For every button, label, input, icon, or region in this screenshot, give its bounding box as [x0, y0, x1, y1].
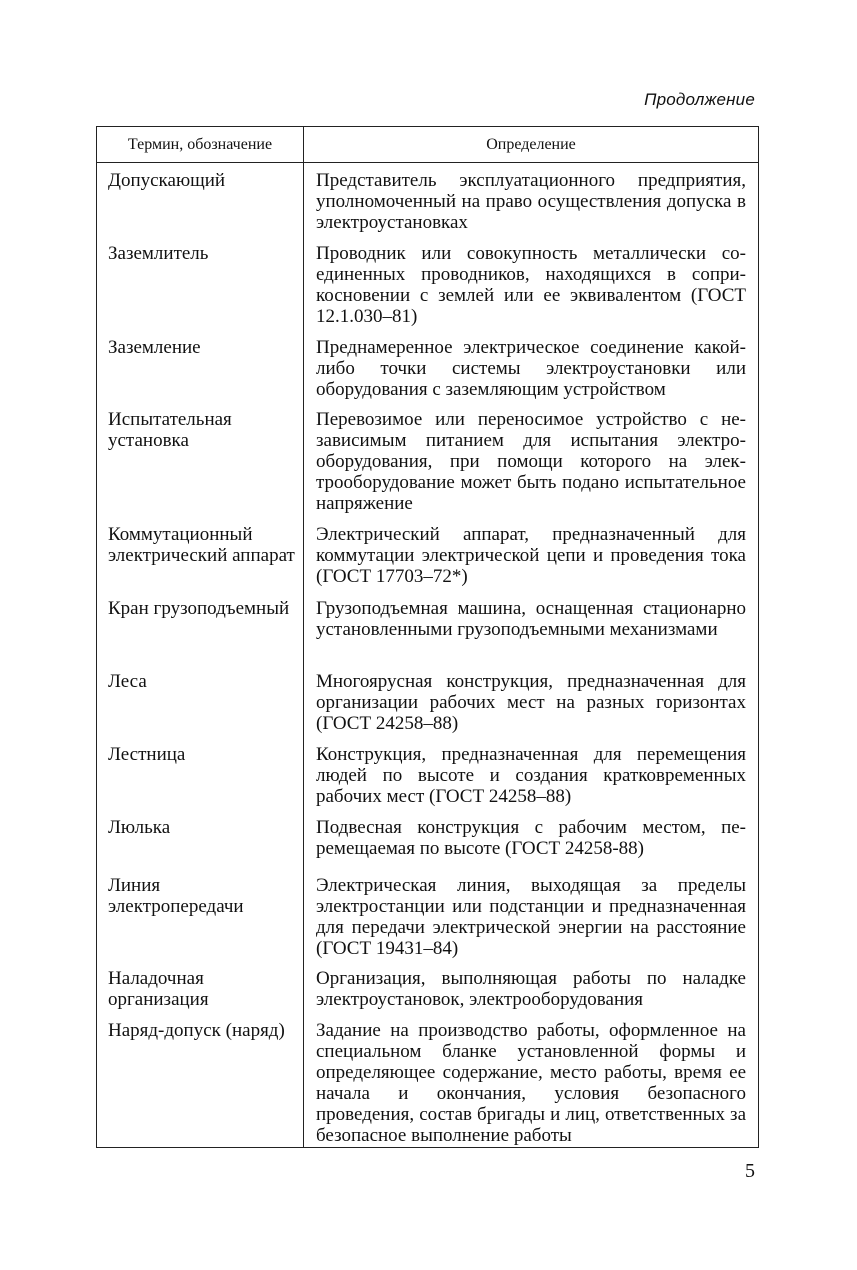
term-cell: Заземлитель: [97, 236, 304, 330]
table-row: [97, 517, 758, 591]
definition-cell: Представитель эксплуатационного предприятия, уполномоченный на право осуществления допуска в электроустановках: [316, 170, 746, 233]
term-cell: Наряд-допуск (наряд): [97, 1013, 304, 1147]
table-body: [97, 163, 758, 1147]
definition-cell: Многоярусная конструкция, предназначенная для организации рабочих мест на разных горизонтах (ГОСТ 24258–88): [316, 671, 746, 734]
term-cell: Заземление: [97, 330, 304, 402]
table-row: [97, 163, 758, 236]
definition-cell: Электрический аппарат, предназначенный для коммутации электрической цепи и проведения тока (ГОСТ 17703–72*): [316, 524, 746, 587]
definition-cell: Подвесная конструкция с рабочим местом, перемещаемая по высоте (ГОСТ 24258-88): [316, 817, 746, 859]
definition-cell: Задание на производство работы, оформленное на специальном бланке установленной формы и определяющее содержание, место работы, время ее начала и окончания, условия безопасного проведения, состав бригады и лиц, ответственных за безопасное выполнение работы: [316, 1020, 746, 1146]
definition-cell: Конструкция, предназначенная для перемещения людей по высоте и создания кратковременных рабочих мест (ГОСТ 24258–88): [316, 744, 746, 807]
table-row: [97, 810, 758, 868]
continuation-label: Продолжение: [644, 90, 755, 109]
table-header: [97, 127, 758, 163]
table-row: [97, 737, 758, 810]
term-cell: Леса: [97, 664, 304, 737]
column-header-definition: Определение: [486, 135, 576, 153]
glossary-table: [96, 126, 759, 1148]
table-row: [97, 868, 758, 961]
term-cell: Наладочная организация: [97, 961, 304, 1013]
definition-cell: Грузоподъемная машина, оснащенная стационарно установленными грузоподъемными механизмами: [316, 598, 746, 640]
table-row: [97, 1013, 758, 1147]
column-header-term: Термин, обозначение: [97, 127, 304, 162]
term-cell: Коммутационный электрический аппарат: [97, 517, 304, 591]
table-row: [97, 961, 758, 1013]
page-number: 5: [745, 1160, 755, 1182]
definition-cell: Преднамеренное электрическое соединение какой-либо точки системы электроустановки или оборудования с заземляющим устройством: [316, 337, 746, 400]
table-row: [97, 664, 758, 737]
term-cell: Допускающий: [97, 163, 304, 236]
term-cell: Кран грузоподъемный: [97, 591, 304, 664]
definition-cell: Организация, выполняющая работы по наладке электроустановок, электрооборудования: [316, 968, 746, 1010]
term-cell: Люлька: [97, 810, 304, 868]
term-cell: Испытательная установка: [97, 402, 304, 517]
term-cell: Линия электропередачи: [97, 868, 304, 961]
table-row: [97, 330, 758, 402]
table-row: [97, 402, 758, 517]
definition-cell: Электрическая линия, выходящая за пределы электростанции или подстанции и предназначенная для передачи электрической энергии на расстояние (ГОСТ 19431–84): [316, 875, 746, 959]
table-row: [97, 236, 758, 330]
definition-cell: Проводник или совокупность металлически соединенных проводников, находящихся в соприкосновении с землей или ее эквивалентом (ГОСТ 12.1.030–81): [316, 243, 746, 327]
table-row: [97, 591, 758, 664]
term-cell: Лестница: [97, 737, 304, 810]
definition-cell: Перевозимое или переносимое устройство с независимым питанием для испытания электрооборудования, при помощи которого на электрооборудование может быть подано испытательное напряжение: [316, 409, 746, 514]
